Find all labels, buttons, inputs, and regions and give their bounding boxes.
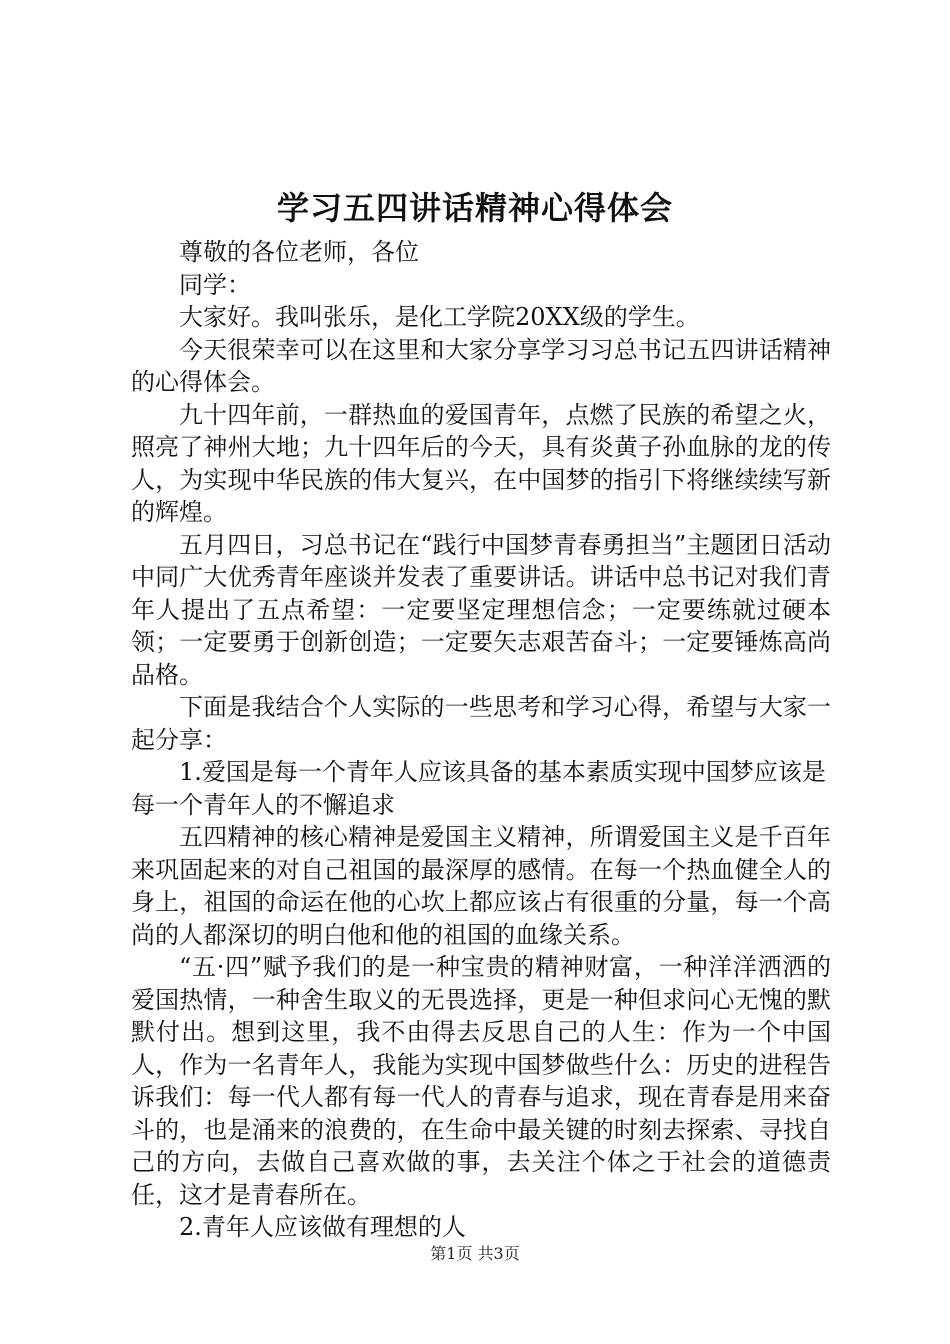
document-title: 学习五四讲话精神心得体会: [276, 189, 673, 227]
salutation-line-1: 尊敬的各位老师，各位: [179, 238, 419, 266]
page-footer: 第1页 共3页: [430, 1244, 520, 1263]
paragraph-purpose: 今天很荣幸可以在这里和大家分享学习习总书记五四讲话精神的心得体会。: [131, 335, 831, 396]
salutation-line-2: 同学：: [179, 270, 251, 299]
paragraph-patriotism: 五四精神的核心精神是爱国主义精神，所谓爱国主义是千百年来巩固起来的对自己祖国的最深厚的感情。在每一个热血健全人的身上，祖国的命运在他的心坎上都应该占有很重的分量，每一个高尚的人都深切的明白他和他的祖国的血缘关系。: [131, 823, 831, 949]
paragraph-speech: 五月四日，习总书记在“践行中国梦青春勇担当”主题团日活动中同广大优秀青年座谈并发表了重要讲话。讲话中总书记对我们青年人提出了五点希望：一定要坚定理想信念；一定要练就过硬本领；一定要勇于创新创造；一定要矢志艰苦奋斗；一定要锤炼高尚品格。: [131, 530, 831, 689]
section-heading-2: 2.青年人应该做有理想的人: [179, 1213, 466, 1241]
document-body: [131, 236, 831, 1244]
paragraph-reflection: “五·四”赋予我们的是一种宝贵的精神财富，一种洋洋洒洒的爱国热情，一种舍生取义的无畏选择，更是一种但求问心无愧的默默付出。想到这里，我不由得去反思自己的人生：作为一个中国人，作为一名青年人，我能为实现中国梦做些什么：历史的进程告诉我们：每一代人都有每一代人的青春与追求，现在青春是用来奋斗的，也是涌来的浪费的，在生命中最关键的时刻去探索、寻找自己的方向，去做自己喜欢做的事，去关注个体之于社会的道德责任，这才是青春所在。: [131, 953, 831, 1209]
paragraph-transition: 下面是我结合个人实际的一些思考和学习心得，希望与大家一起分享：: [131, 693, 831, 754]
paragraph-history: 九十四年前，一群热血的爱国青年，点燃了民族的希望之火，照亮了神州大地；九十四年后的今天，具有炎黄子孙血脉的龙的传人，为实现中华民族的伟大复兴，在中国梦的指引下将继续续写新的辉煌。: [131, 400, 831, 526]
section-heading-1: 1.爱国是每一个青年人应该具备的基本素质实现中国梦应该是每一个青年人的不懈追求: [131, 758, 826, 819]
paragraph-intro: 大家好。我叫张乐，是化工学院20XX级的学生。: [179, 303, 700, 331]
